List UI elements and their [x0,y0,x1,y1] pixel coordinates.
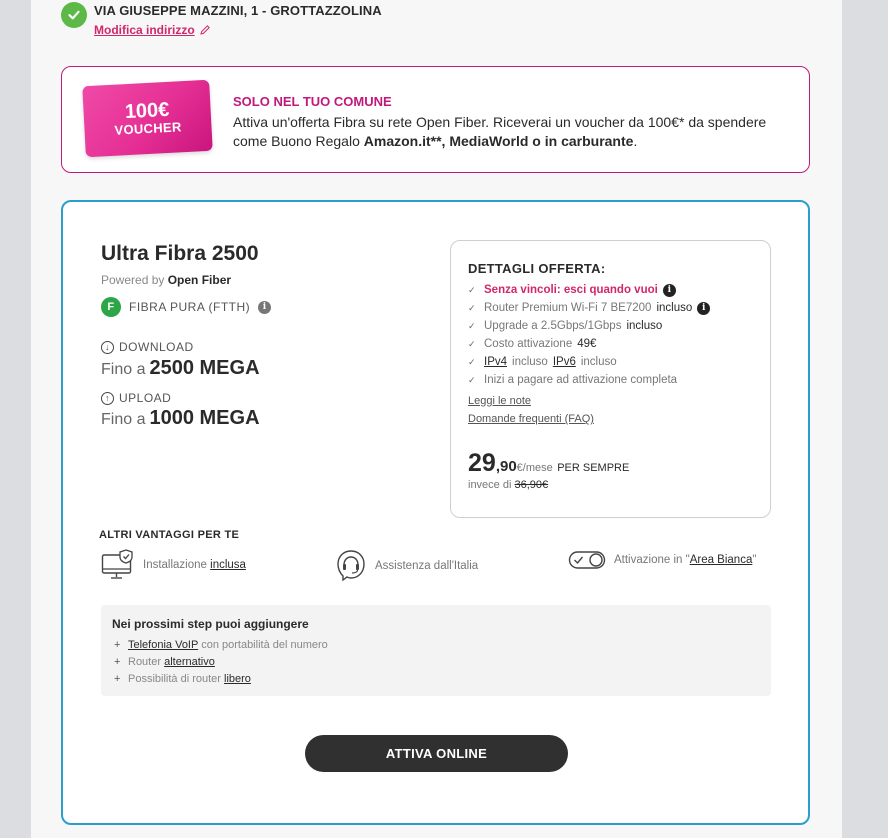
old-price: invece di 36,90€ [468,479,549,491]
ftth-row [101,297,271,317]
install-link[interactable]: inclusa [210,559,246,571]
alt-router-link[interactable]: alternativo [164,655,215,668]
info-icon[interactable]: i [663,284,676,297]
support-label: Assistenza dall'Italia [375,560,479,572]
promo-banner [61,66,810,173]
list-item: ✓ Upgrade a 2.5Gbps/1Gbps incluso [468,320,663,332]
notes-link[interactable]: Leggi le note [468,395,531,407]
plus-icon: + [114,638,121,651]
fibra-badge-icon: F [101,297,121,317]
next-steps-list [114,636,328,687]
advantage-activation: Attivazione in "Area Bianca" [568,549,756,571]
offer-card [61,200,810,825]
details-list [468,281,710,389]
plus-icon: + [114,672,121,685]
check-icon: ✓ [468,338,476,349]
toggle-switch-icon [568,549,606,571]
voip-link[interactable]: Telefonia VoIP [128,638,199,651]
upload-label-row [101,391,171,405]
download-label-row [101,340,194,354]
price: 29,90€/mese PER SEMPRE [468,449,630,477]
check-icon: ✓ [468,302,476,313]
ftth-label: FIBRA PURA (FTTH) [129,300,251,314]
advantage-support [335,549,478,583]
offer-details-box [450,240,771,518]
check-icon: ✓ [468,320,476,331]
advantage-installation: Installazione inclusa [101,549,246,581]
list-item: ✓ Senza vincoli: esci quando vuoi i [468,281,710,299]
info-icon[interactable]: i [258,301,271,314]
details-title: DETTAGLI OFFERTA: [468,261,606,276]
pencil-icon [199,24,211,36]
info-icon[interactable]: i [697,302,710,315]
voucher-label: VOUCHER [114,119,182,138]
check-icon: ✓ [468,356,476,367]
check-icon [61,2,87,28]
list-item: ✓ Router Premium Wi-Fi 7 BE7200 incluso i [468,299,710,317]
voucher-amount: 100€ [124,98,170,124]
check-icon: ✓ [468,284,476,295]
plus-icon: + [114,655,121,668]
list-item: ✓ Inizi a pagare ad attivazione completa [468,374,678,386]
promo-title: SOLO NEL TUO COMUNE [233,94,392,109]
promo-body: Attiva un'offerta Fibra su rete Open Fiber. Riceverai un voucher da 100€* da spendere come Buono Regalo Amazon.it**, MediaWorld o in carburante. [233,114,767,149]
list-item: ✓ Costo attivazione 49€ [468,338,597,350]
activate-online-button[interactable]: ATTIVA ONLINE [305,735,568,772]
ipv4-link[interactable]: IPv4 [484,356,508,368]
upload-speed: Fino a 1000 MEGA [101,407,260,429]
powered-by: Powered by Open Fiber [101,273,232,287]
address-street: VIA GIUSEPPE MAZZINI, 1 - GROTTAZZOLINA [94,3,382,18]
list-item: + Router alternativo [114,655,215,668]
next-steps-title: Nei prossimi step puoi aggiungere [112,617,309,631]
ipv6-link[interactable]: IPv6 [552,356,576,368]
edit-address-link[interactable] [94,23,382,37]
monitor-shield-icon [101,549,135,581]
plan-name: Ultra Fibra 2500 [101,242,259,265]
headset-support-icon [335,549,367,583]
upload-label: UPLOAD [119,391,172,405]
free-router-link[interactable]: libero [224,672,251,685]
faq-link[interactable]: Domande frequenti (FAQ) [468,413,594,425]
check-icon: ✓ [468,374,476,385]
voucher-badge [82,80,213,158]
page-container [31,0,842,838]
download-speed: Fino a 2500 MEGA [101,357,260,379]
next-steps-box [101,605,771,696]
list-item: + Telefonia VoIP con portabilità del numero [114,638,328,651]
area-bianca-link[interactable]: Area Bianca [689,554,753,566]
list-item: ✓ IPv4 incluso IPv6 incluso [468,356,617,368]
download-label: DOWNLOAD [119,340,194,354]
list-item: + Possibilità di router libero [114,672,251,685]
advantages-title: ALTRI VANTAGGI PER TE [99,529,240,541]
upload-arrow-icon: ↑ [101,392,114,405]
edit-address-label[interactable]: Modifica indirizzo [94,23,195,37]
download-arrow-icon: ↓ [101,341,114,354]
